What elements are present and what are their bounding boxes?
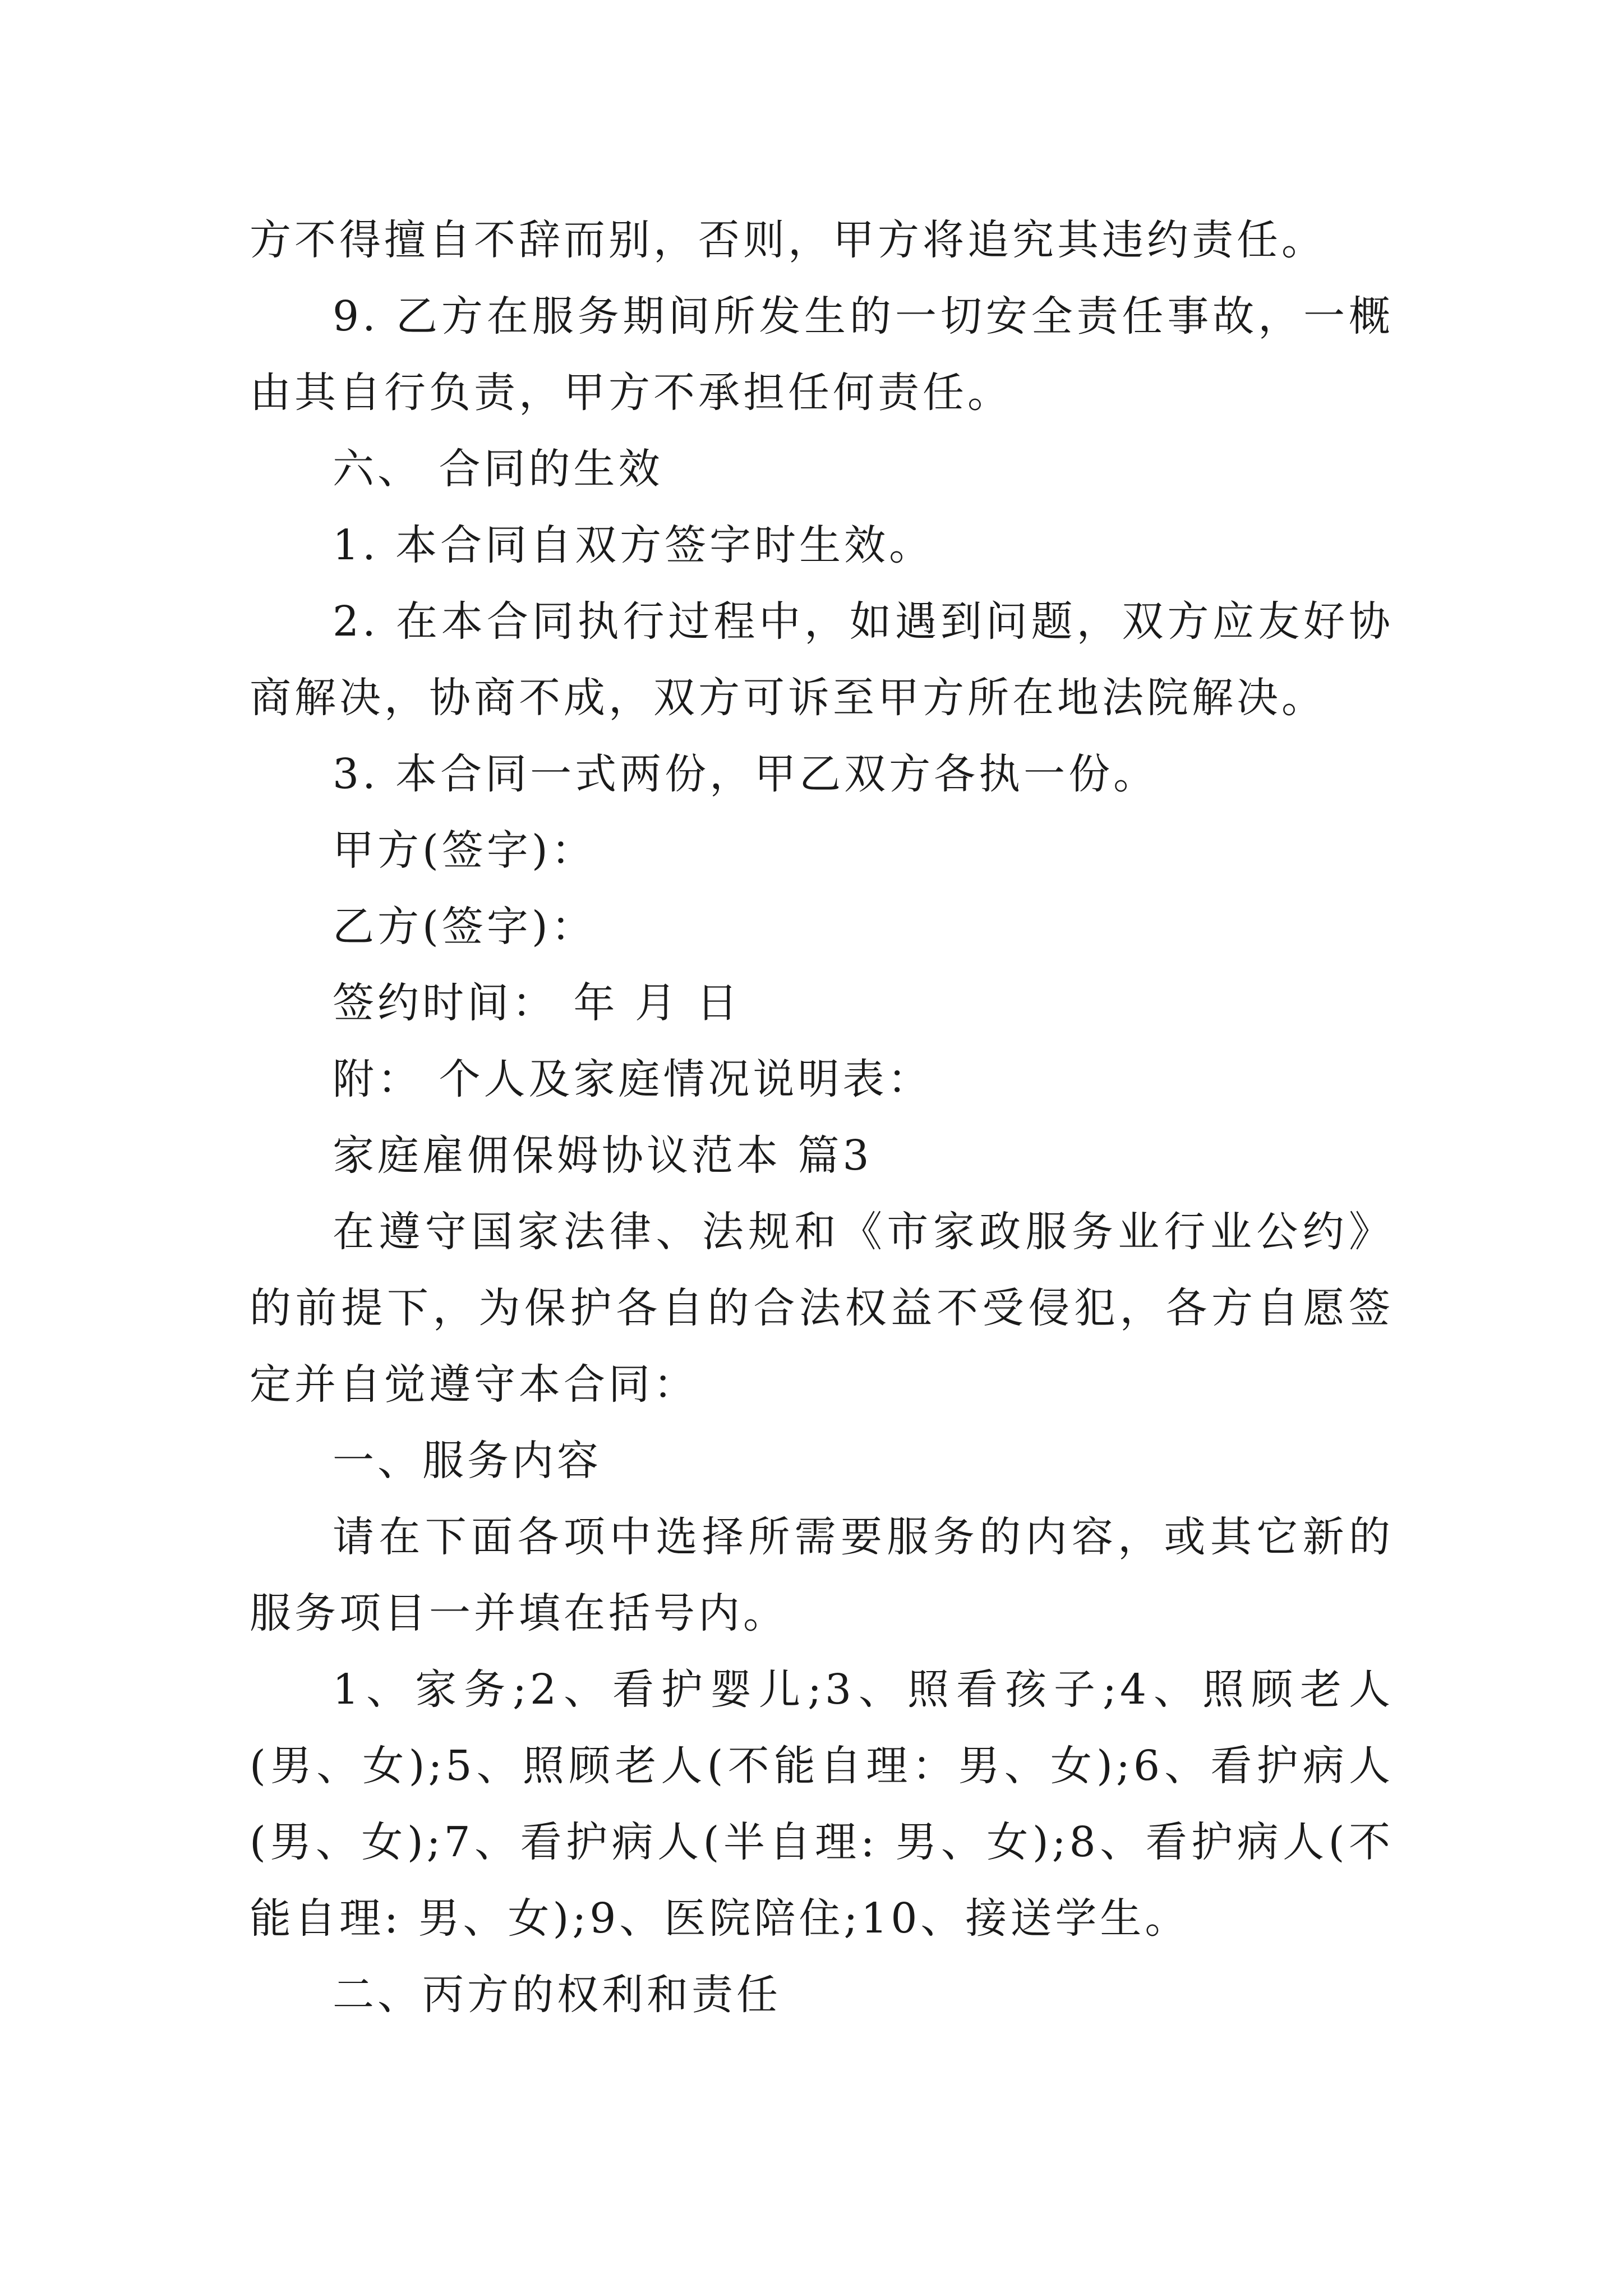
signing-date-line: 签约时间： 年 月 日 bbox=[333, 979, 741, 1027]
paragraph-14: 请在下面各项中选择所需要服务的内容，或其它新的服务项目一并填在括号内。 bbox=[250, 1513, 1394, 1637]
party-b-signature-line: 乙方(签字)： bbox=[333, 903, 596, 951]
paragraph-1: 方不得擅自不辞而别，否则，甲方将追究其违约责任。 bbox=[250, 216, 1326, 264]
article-title: 家庭雇佣保姆协议范本 篇3 bbox=[333, 1131, 873, 1180]
document-body bbox=[250, 202, 1394, 2033]
service-options-list: 1、家务;2、看护婴儿;3、照看孩子;4、照顾老人(男、女);5、照顾老人(不能自理：男、女);6、看护病人(男、女);7、看护病人(半自理: 男、女);8、看护病人(不能自理: 男、女);9、医院陪住;10、接送学生。 bbox=[250, 1665, 1394, 1943]
paragraph-2: 9. 乙方在服务期间所发生的一切安全责任事故，一概由其自行负责，甲方不承担任何责任。 bbox=[250, 292, 1394, 417]
section-heading-1: 一、服务内容 bbox=[333, 1437, 602, 1485]
paragraph-12: 在遵守国家法律、法规和《市家政服务业行业公约》的前提下，为保护各自的合法权益不受侵犯，各方自愿签定并自觉遵守本合同： bbox=[250, 1208, 1394, 1409]
section-heading-2: 二、丙方的权利和责任 bbox=[333, 1971, 781, 2019]
paragraph-6: 3. 本合同一式两份，甲乙双方各执一份。 bbox=[333, 750, 1159, 798]
attachment-line: 附： 个人及家庭情况说明表： bbox=[333, 1055, 933, 1103]
paragraph-4: 1. 本合同自双方签字时生效。 bbox=[333, 521, 934, 569]
party-a-signature-line: 甲方(签字)： bbox=[333, 826, 596, 875]
paragraph-5: 2. 在本合同执行过程中，如遇到问题，双方应友好协商解决，协商不成，双方可诉至甲方所在地法院解决。 bbox=[250, 597, 1394, 722]
section-heading-6: 六、 合同的生效 bbox=[333, 445, 663, 493]
